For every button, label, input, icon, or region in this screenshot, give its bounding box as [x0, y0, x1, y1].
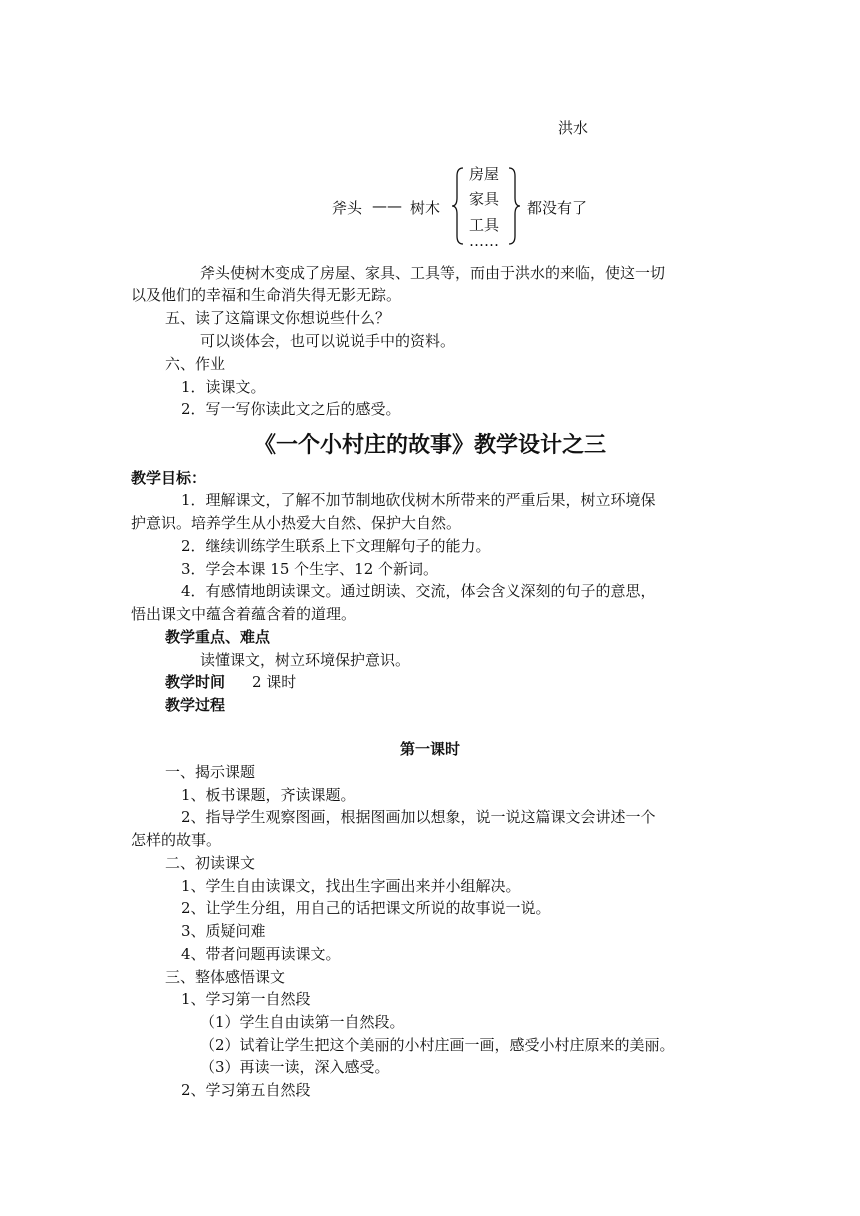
lesson-heading: 第一课时 [399, 740, 460, 758]
list-item: 4、带者问题再读课文。 [181, 945, 341, 963]
section-heading: 三、整体感悟课文 [165, 968, 286, 986]
key-heading: 教学重点、难点 [165, 628, 271, 646]
goals-heading: 教学目标： [131, 469, 207, 487]
diagram-item-house: 房屋 [469, 165, 500, 183]
goal-line: 1．理解课文，了解不加节制地砍伐树木所带来的严重后果，树立环境保 [181, 491, 656, 509]
sub-item: （2）试着让学生把这个美丽的小村庄画一画，感受小村庄原来的美丽。 [200, 1036, 675, 1054]
section-heading: 五、读了这篇课文你想说些什么？ [165, 309, 391, 327]
page-title: 《一个小村庄的故事》教学设计之三 [253, 433, 606, 458]
list-item: 2、指导学生观察图画，根据图画加以想象，说一说这篇课文会讲述一个 [181, 808, 656, 826]
list-item: 1．读课文。 [181, 378, 266, 396]
section-heading: 六、作业 [165, 355, 226, 373]
list-item: 3、质疑问难 [181, 922, 266, 940]
diagram-item-etc: …… [469, 232, 499, 250]
goal-line: 护意识。培养学生从小热爱大自然、保护大自然。 [131, 514, 462, 532]
goal-line: 2．继续训练学生联系上下文理解句子的能力。 [181, 537, 491, 555]
goal-line: 悟出课文中蕴含着蕴含着的道理。 [131, 605, 357, 623]
section-heading: 二、初读课文 [165, 854, 256, 872]
paragraph-line: 以及他们的幸福和生命消失得无影无踪。 [131, 286, 402, 304]
paragraph-line: 斧头使树木变成了房屋、家具、工具等，而由于洪水的来临，使这一切 [200, 264, 666, 282]
section-heading: 一、揭示课题 [165, 763, 256, 781]
dash-connector: —— [372, 197, 402, 215]
paragraph-line: 可以谈体会，也可以说说手中的资料。 [200, 332, 456, 350]
goal-line: 3．学会本课 15 个生字、12 个新词。 [181, 560, 439, 578]
time-text: 2 课时 [252, 673, 297, 691]
list-item: 1、学生自由读课文，找出生字画出来并小组解决。 [181, 877, 521, 895]
diagram-item-furniture: 家具 [469, 190, 500, 208]
key-text: 读懂课文，树立环境保护意识。 [200, 651, 411, 669]
list-item: 怎样的故事。 [131, 831, 222, 849]
time-heading: 教学时间 [165, 673, 226, 691]
goal-line: 4．有感情地朗读课文。通过朗读、交流，体会含义深刻的句子的意思， [181, 582, 656, 600]
process-heading: 教学过程 [165, 696, 226, 714]
flood-label: 洪水 [558, 119, 589, 137]
result-label: 都没有了 [527, 199, 588, 217]
list-item: 1、学习第一自然段 [181, 990, 311, 1008]
list-item: 2、让学生分组，用自己的话把课文所说的故事说一说。 [181, 899, 551, 917]
tree-label: 树木 [410, 199, 441, 217]
list-item: 2．写一写你读此文之后的感受。 [181, 400, 401, 418]
axe-label: 斧头 [332, 199, 363, 217]
left-brace-icon [451, 166, 465, 246]
sub-item: （1）学生自由读第一自然段。 [200, 1013, 405, 1031]
list-item: 1、板书课题，齐读课题。 [181, 786, 356, 804]
sub-item: （3）再读一读，深入感受。 [200, 1058, 390, 1076]
right-brace-icon [507, 166, 521, 246]
diagram-item-tools: 工具 [469, 216, 500, 234]
list-item: 2、学习第五自然段 [181, 1081, 311, 1099]
